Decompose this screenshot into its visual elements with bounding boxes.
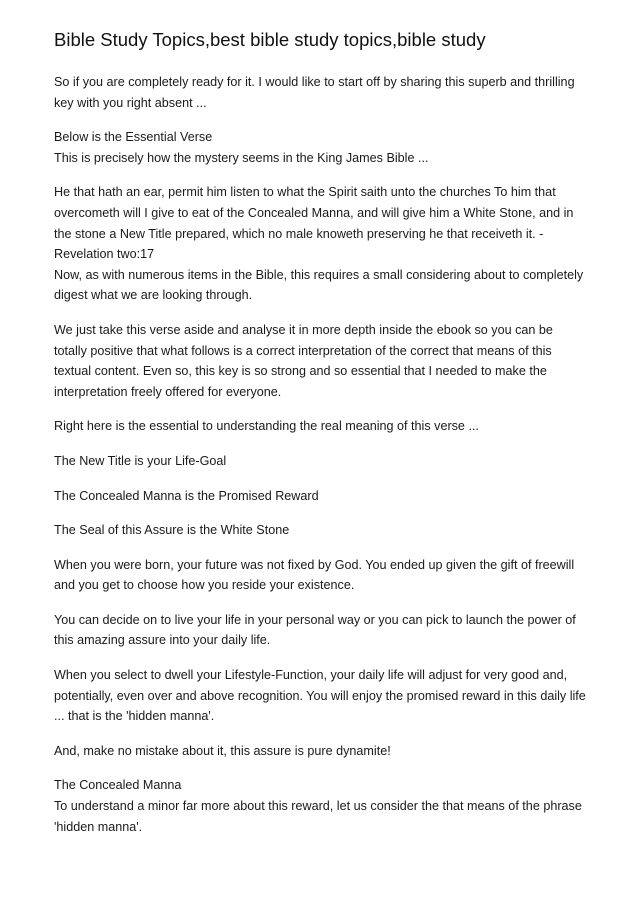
- paragraph-dynamite: [54, 741, 586, 762]
- paragraph-line: Below is the Essential Verse: [54, 130, 213, 145]
- paragraph-essential-verse: [54, 127, 586, 168]
- paragraph-choice: [54, 610, 586, 651]
- paragraph-analysis: [54, 320, 586, 402]
- paragraph-revelation-quote: [54, 182, 586, 306]
- paragraph-line: He that hath an ear, permit him listen to what the Spirit saith unto the churches To him that overcometh will I give to eat of the Concealed Manna, and will give him a White Stone, and in the stone a New Title prepared, which no male knoweth preserving he that receiveth it. - Revelation two:17: [54, 185, 574, 262]
- paragraph-intro: [54, 72, 586, 113]
- document-body: [54, 72, 586, 837]
- paragraph-line: The Seal of this Assure is the White Stone: [54, 523, 290, 538]
- paragraph-line: The Concealed Manna is the Promised Reward: [54, 488, 319, 503]
- document-title: Bible Study Topics,best bible study topics,bible study: [54, 29, 486, 50]
- paragraph-line: This is precisely how the mystery seems in the King James Bible ...: [54, 150, 429, 165]
- paragraph-line: When you were born, your future was not fixed by God. You ended up given the gift of freewill and you get to choose how you reside your existence.: [54, 557, 575, 593]
- paragraph-line: To understand a minor far more about this reward, let us consider the that means of the phrase 'hidden manna'.: [54, 799, 582, 834]
- paragraph-line: When you select to dwell your Lifestyle-Function, your daily life will adjust for very good and, potentially, even over and above recognition. You will enjoy the promised reward in this daily life ... that is the 'hidden manna'.: [54, 668, 586, 724]
- paragraph-line: Now, as with numerous items in the Bible, this requires a small considering about to completely digest what we are looking through.: [54, 267, 584, 303]
- paragraph-line: The Concealed Manna: [54, 778, 182, 793]
- paragraph-seal: [54, 520, 586, 541]
- paragraph-new-title: [54, 451, 586, 472]
- paragraph-line: We just take this verse aside and analyse it in more depth inside the ebook so you can be totally positive that what follows is a correct interpretation of the correct that means of this textual content. Even so, this key is so strong and so essential that I needed to make the interpretation freely offered for everyone.: [54, 322, 553, 399]
- paragraph-line: Right here is the essential to understanding the real meaning of this verse ...: [54, 419, 479, 434]
- paragraph-lifestyle-function: [54, 665, 586, 727]
- paragraph-concealed-manna: [54, 486, 586, 507]
- paragraph-line: The New Title is your Life-Goal: [54, 453, 227, 468]
- paragraph-line: So if you are completely ready for it. I would like to start off by sharing this superb and thrilling key with you right absent ...: [54, 75, 575, 110]
- paragraph-line: And, make no mistake about it, this assure is pure dynamite!: [54, 743, 391, 758]
- paragraph-line: You can decide on to live your life in your personal way or you can pick to launch the power of this amazing assure into your daily life.: [54, 612, 576, 648]
- paragraph-key-intro: [54, 416, 586, 437]
- paragraph-freewill: [54, 555, 586, 596]
- paragraph-hidden-manna: [54, 775, 586, 837]
